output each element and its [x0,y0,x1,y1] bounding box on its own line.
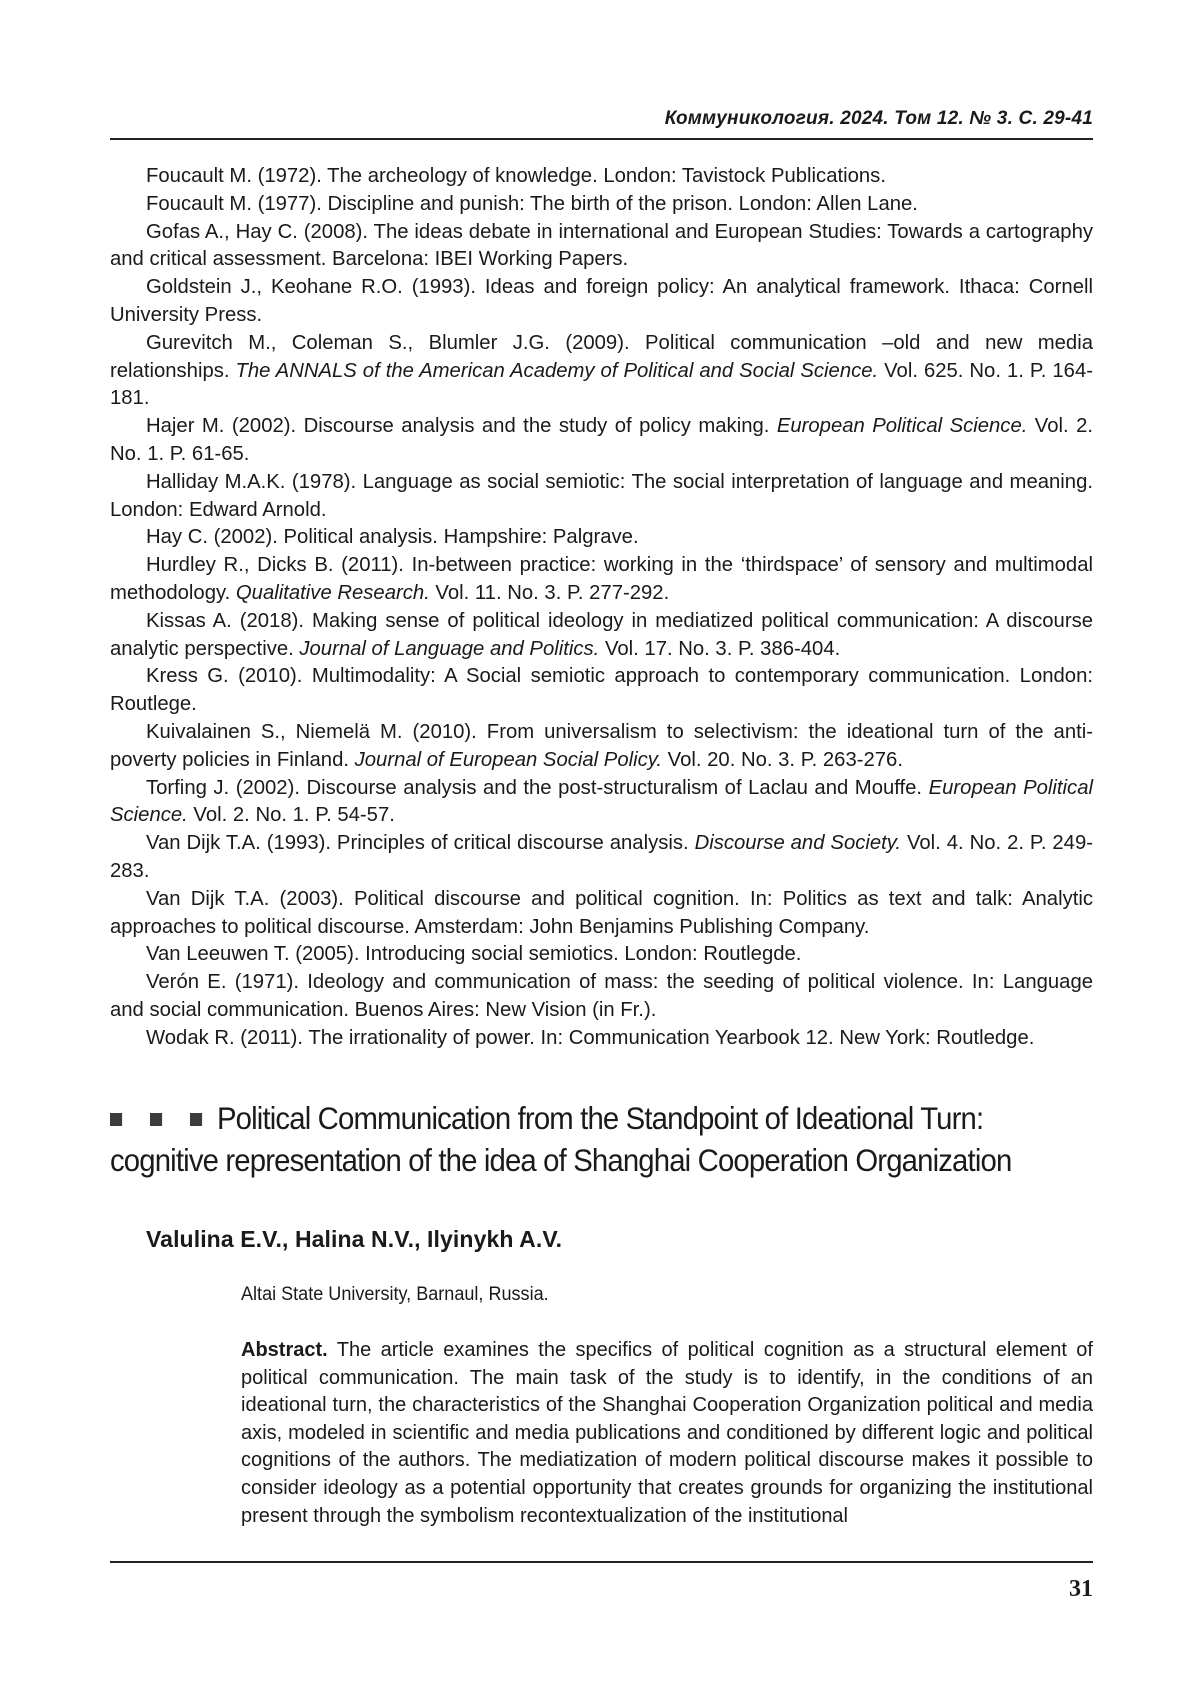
reference-text: Hajer M. (2002). Discourse analysis and the study of policy making. [146,415,777,438]
reference-tail: Vol. 20. No. 3. P. 263-276. [662,748,903,771]
reference-item [110,163,1093,191]
reference-text: Kress G. (2010). Multimodality: A Social semiotic approach to contemporary communication. London: Routlege. [110,665,1093,716]
reference-item [110,663,1093,719]
reference-tail: Vol. 17. No. 3. P. 386-404. [599,637,841,660]
reference-text: Goldstein J., Keohane R.O. (1993). Ideas and foreign policy: An analytical framework. Ithaca: Cornell University Press. [110,276,1093,326]
article-title-line2: cognitive representation of the idea of Shanghai Cooperation Organization [110,1142,1012,1178]
reference-item [110,941,1093,969]
reference-journal: Journal of European Social Policy. [354,748,663,771]
reference-text: Gurevitch M., Coleman S., Blumler J.G. (2009). Political communication –old and new media relationships. [110,331,1093,382]
reference-item [110,1025,1093,1053]
square-bullet-icon [150,1113,162,1126]
footer-rule [110,1561,1093,1563]
article-affiliation: Altai State University, Barnaul, Russia. [241,1284,549,1305]
reference-journal: Qualitative Research. [235,581,430,604]
reference-text: Van Dijk T.A. (2003). Political discourse and political cognition. In: Politics as text and talk: Analytic approaches to political discourse. Amsterdam: John Benjamins Publishing Company. [110,887,1093,938]
reference-item [110,775,1093,831]
reference-tail: Vol. 625. No. 1. P. 164-181. [110,359,1093,410]
reference-item [110,830,1093,886]
reference-text: Torfing J. (2002). Discourse analysis and the post-structuralism of Laclau and Mouffe. [146,776,929,799]
reference-item [110,886,1093,942]
title-markers [110,1097,208,1139]
reference-item [110,719,1093,775]
reference-tail: Vol. 2. No. 1. P. 61-65. [110,415,1093,465]
reference-item [110,330,1093,413]
running-head: Коммуникология. 2024. Том 12. № 3. С. 29-41 [664,108,1093,129]
reference-text: Foucault M. (1977). Discipline and punish: The birth of the prison. London: Allen Lane. [146,192,918,215]
square-bullet-icon [110,1113,122,1126]
article-title-line1: Political Communication from the Standpoint of Ideational Turn: [216,1100,984,1136]
reference-text: Van Dijk T.A. (1993). Principles of critical discourse analysis. [146,832,695,855]
reference-text: Wodak R. (2011). The irrationality of power. In: Communication Yearbook 12. New York: Routledge. [146,1026,1035,1049]
reference-journal: Journal of Language and Politics. [299,637,600,660]
page-number: 31 [1069,1576,1093,1602]
reference-tail: Vol. 2. No. 1. P. 54-57. [187,804,395,827]
header-rule [110,138,1093,140]
reference-text: Kuivalainen S., Niemelä M. (2010). From universalism to selectivism: the ideational turn of the anti-poverty policies in Finland. [110,720,1093,771]
reference-text: Verón E. (1971). Ideology and communication of mass: the seeding of political violence. In: Language and social communication. Buenos Aires: New Vision (in Fr.). [110,971,1093,1021]
reference-item [110,413,1093,469]
article-authors: Valulina E.V., Halina N.V., Ilyinykh A.V. [146,1226,563,1252]
abstract-text: The article examines the specifics of political cognition as a structural element of political communication. The main task of the study is to identify, in the conditions of an ideational turn, the characteristics of the Shanghai Cooperation Organization political and media axis, modeled in scientific and media publications and conditioned by different logic and political cognitions of the authors. The mediatization of modern political discourse makes it possible to consider ideology as a potential opportunity that creates grounds for organizing the institutional present through the symbolism recontextualization of the institutional [241,1339,1093,1527]
reference-text: Halliday M.A.K. (1978). Language as social semiotic: The social interpretation of language and meaning. London: Edward Arnold. [110,470,1093,521]
reference-text: Gofas A., Hay C. (2008). The ideas debate in international and European Studies: Towards a cartography and critical assessment. Barcelona: IBEI Working Papers. [110,220,1093,271]
reference-text: Hay C. (2002). Political analysis. Hampshire: Palgrave. [146,526,639,549]
reference-item [110,969,1093,1025]
reference-tail: Vol. 4. No. 2. P. 249-283. [110,832,1093,882]
reference-tail: Vol. 11. No. 3. P. 277-292. [429,581,670,604]
article-abstract [241,1337,1093,1530]
reference-journal: European Political Science. [110,776,1093,827]
article-title [110,1097,1100,1181]
reference-text: Kissas A. (2018). Making sense of political ideology in mediatized political communication: A discourse analytic perspective. [110,609,1093,660]
reference-text: Foucault M. (1972). The archeology of knowledge. London: Tavistock Publications. [146,165,886,187]
reference-item [110,469,1093,525]
reference-item [110,552,1093,608]
reference-list [110,163,1093,1053]
reference-journal: Discourse and Society. [694,832,902,855]
reference-item [110,274,1093,330]
reference-text: Van Leeuwen T. (2005). Introducing social semiotics. London: Routlegde. [146,943,802,966]
abstract-label: Abstract. [241,1339,328,1361]
reference-item [110,219,1093,275]
reference-journal: The ANNALS of the American Academy of Political and Social Science. [235,359,879,382]
reference-item [110,608,1093,664]
square-bullet-icon [190,1113,202,1126]
reference-text: Hurdley R., Dicks B. (2011). In-between practice: working in the ‘thirdspace’ of sensory and multimodal methodology. [110,554,1093,604]
reference-item [110,191,1093,219]
reference-journal: European Political Science. [776,415,1028,438]
reference-item [110,524,1093,552]
